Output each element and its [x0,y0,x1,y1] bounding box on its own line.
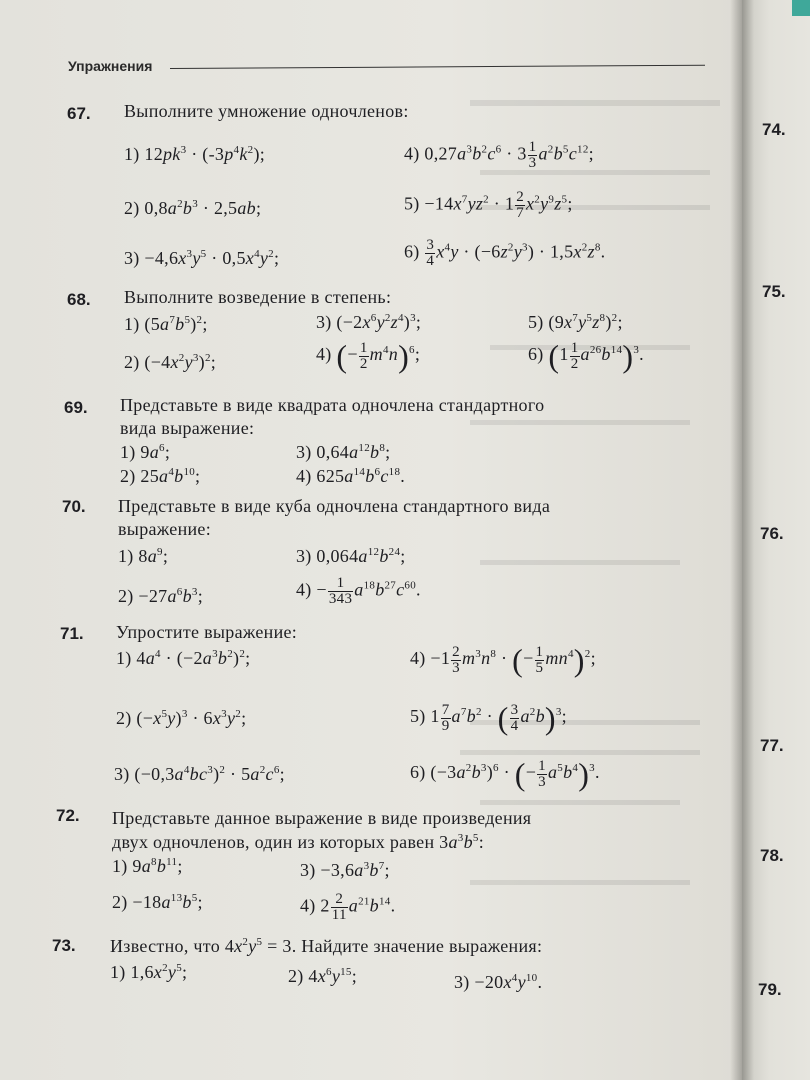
exercise-title: Представьте данное выражение в виде произведения [112,808,532,828]
book-gutter [730,0,754,1080]
exercise-title: Упростите выражение: [116,622,298,642]
expression-item: 4) 2 $\frac{2}{11}$ $a^{21}b^{14}$. [300,891,396,923]
exercise-number: 67. [67,104,91,123]
exercise-title-text: Известно, что [110,936,221,956]
exercise-number: 68. [67,290,91,309]
exercise-title: Выполните умножение одночленов: [124,101,409,121]
expression-item: 1) $8a^9$; [118,546,169,566]
expression-item: 4) −1 $\frac{2}{3}$ $m^3n^8$ · (− $\frac{1}{5}$ $mn^4)^2$; [410,642,596,678]
exercise-title: Представьте в виде квадрата одночлена стандартного [120,395,545,415]
expression-item: 1) $4a^4 \cdot (-2a^3b^2)^2$; [116,648,251,668]
expression-item: 4) (− $\frac{1}{2}$ $m^4n)^6$; [316,338,421,374]
expression-item: 1) $1,6x^2y^5$; [110,962,188,982]
expression-item: 3) $(-2x^6y^2z^4)^3$; [316,312,422,332]
expression-item: 6) $(-3a^2b^3)^6$ · (− $\frac{1}{3}$ $a^5b^4)^3$. [410,756,600,792]
next-page-number: 75. [762,282,786,301]
expression-item: 4) − $\frac{1}{343}$ $a^{18}b^{27}c^{60}$. [296,575,421,607]
expression-item: 2) $0,8a^2b^3 \cdot 2,5ab$; [124,198,262,218]
expression-item: 2) $(-x^5y)^3 \cdot 6x^3y^2$; [116,708,247,728]
expression-item: 6) $\frac{3}{4}$ $x^4y \cdot (-6z^2y^3) \cdot 1,5x^2z^8$. [404,237,606,269]
expression-item: $5) -14x^7yz^2 \cdot 1$ $\frac{2}{7}$ $x^2y^9z^5$; [404,189,573,221]
cover-corner [792,0,810,16]
exercise-title-cont: выражение: [118,519,212,539]
expression-item: 5) 1 $\frac{7}{9}$ $a^7b^2$ · ( $\frac{3}{4}$ $a^2b)^3$; [410,700,567,736]
next-page-number: 76. [760,524,784,543]
expression-item: $3) -4,6x^3y^5 \cdot 0,5x^4y^2$; [124,248,280,268]
expression-item: 5) $(9x^7y^5z^8)^2$; [528,312,623,332]
exercise-title: Выполните возведение в степень: [124,287,392,307]
next-page-number: 77. [760,736,784,755]
expression-item: 2) $4x^6y^{15}$; [288,966,358,986]
expression-item: $3) -20x^4y^{10}$. [454,972,543,992]
expression-item: 6) (1 $\frac{1}{2}$ $a^{26}b^{14})^3$. [528,338,644,374]
exercise-number: 71. [60,624,84,643]
expression-item: 3) $(-0,3a^4bc^3)^2 \cdot 5a^2c^6$; [114,764,285,784]
expression-item: 1) $9a^8b^{11}$; [112,856,183,876]
next-page-number: 79. [758,980,782,999]
exercise-title: Известно, что $4x^2y^5 = 3$. Найдите значение выражения: [110,936,543,956]
expression-item: 3) $0,64a^{12}b^8$; [296,442,391,462]
header-rule [170,65,705,69]
section-header: Упражнения [68,58,153,74]
expression-item: 1) $9a^6$; [120,442,171,462]
next-page-number: 78. [760,846,784,865]
expression-item: $2) -27a^6b^3$; [118,586,204,606]
exercise-title-cont: вида выражение: [120,418,255,438]
exercise-number: 72. [56,806,80,825]
exercise-number: 73. [52,936,76,955]
exercise-title: Представьте в виде куба одночлена стандартного вида [118,496,551,516]
expression-item: 4) $625a^{14}b^6c^{18}$. [296,466,406,486]
expression-item: 1) $(5a^7b^5)^2$; [124,314,208,334]
expression-item: $3) -3,6a^3b^7$; [300,860,390,880]
expression-item: 2) $25a^4b^{10}$; [120,466,201,486]
next-page-number: 74. [762,120,786,139]
expression-item: $2) -18a^{13}b^5$; [112,892,203,912]
exercise-title-cont: двух одночленов, один из которых равен $3a^3b^5$: [112,832,485,852]
exercise-title-text: двух одночленов, один из которых равен [112,832,435,852]
exercise-number: 69. [64,398,88,417]
expression-item: 3) $0,064a^{12}b^{24}$; [296,546,406,566]
expression-item: 2) $(-4x^2y^3)^2$; [124,352,217,372]
expression-item: 1) $12pk^3 \cdot (-3p^4k^2)$; [124,144,266,164]
exercise-number: 70. [62,497,86,516]
expression-item: 4) $0,27a^3b^2c^6 \cdot 3$ $\frac{1}{3}$ $a^2b^5c^{12}$; [404,139,594,171]
